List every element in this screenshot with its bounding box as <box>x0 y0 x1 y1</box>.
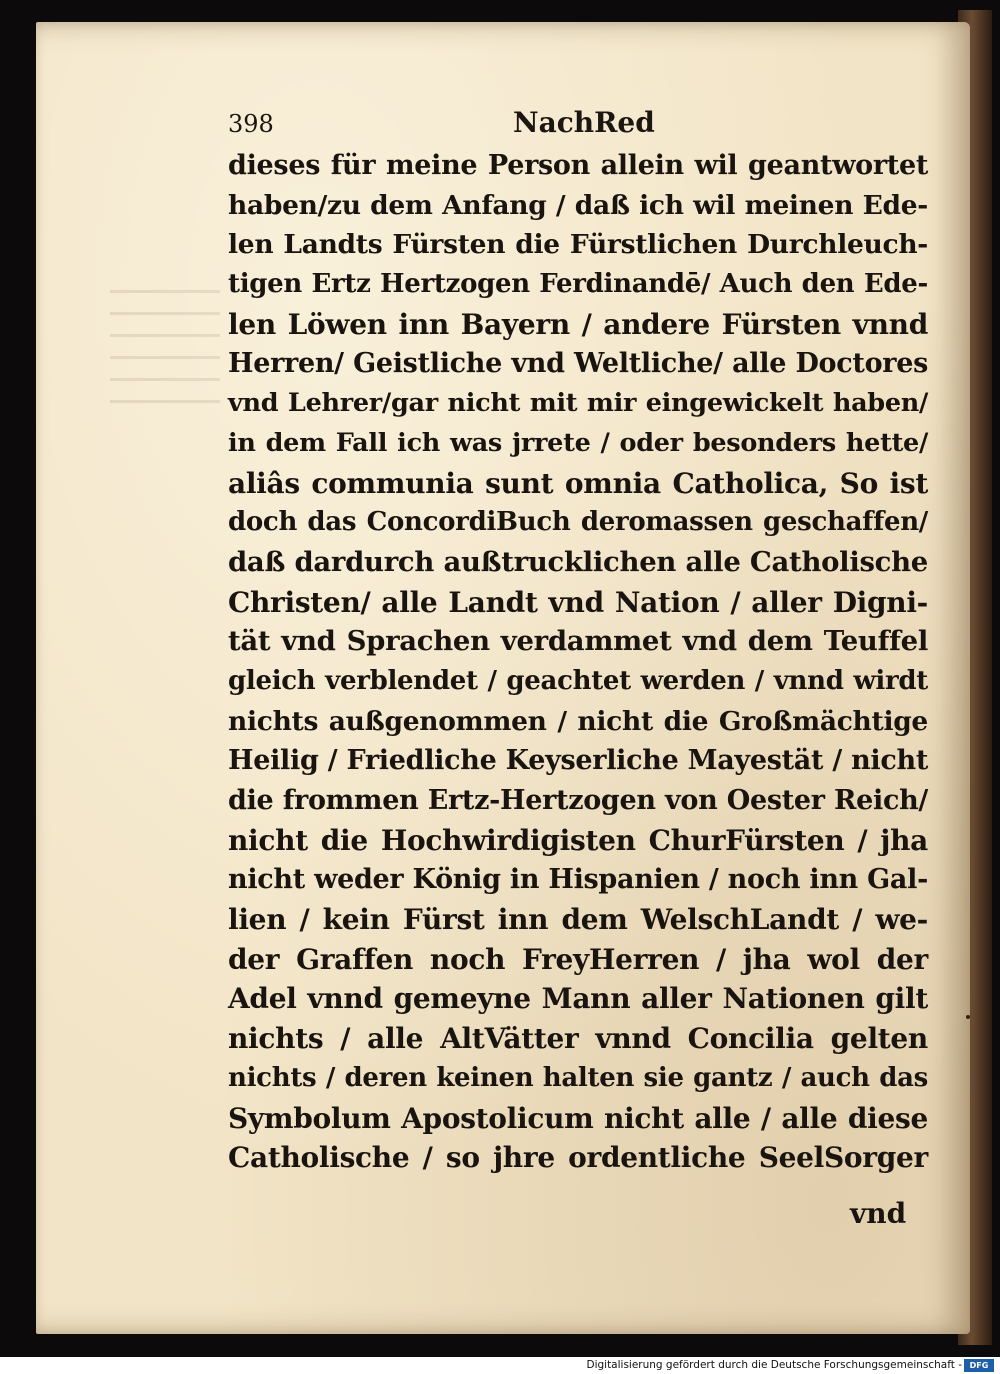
text-line: aliâs communia sunt omnia Catholica, So ist <box>228 466 928 500</box>
text-line: nichts / alle AltVätter vnnd Concilia gelten <box>228 1022 928 1056</box>
text-line: der Graffen noch FreyHerren / jha wol der <box>228 942 928 976</box>
text-line: nichts außgenommen / nicht die Großmächtige <box>228 705 928 737</box>
text-line: haben/zu dem Anfang / daß ich wil meinen Ede- <box>228 189 928 221</box>
text-line: Heilig / Friedliche Keyserliche Mayestät / nicht <box>228 745 928 777</box>
text-line: Symbolum Apostolicum nicht alle / alle diese <box>228 1101 928 1135</box>
ink-spot <box>966 1015 970 1019</box>
text-line: nichts / deren keinen halten sie gantz / auch das <box>228 1062 928 1093</box>
funding-credit: Digitalisierung gefördert durch die Deutsche Forschungsgemeinschaft - <box>586 1359 962 1371</box>
text-line: lien / kein Fürst inn dem WelschLandt / we- <box>228 903 928 937</box>
text-line: daß dardurch außtrucklichen alle Catholische <box>228 545 928 578</box>
text-line: dieses für meine Person allein wil geantwortet <box>228 150 928 181</box>
text-line: tigen Ertz Hertzogen Ferdinandē/ Auch den Ede- <box>228 269 928 300</box>
text-line: Christen/ alle Landt vnd Nation / aller Digni- <box>228 585 928 619</box>
text-block <box>228 146 928 1178</box>
text-line: doch das ConcordiBuch deromassen geschaffen/ <box>228 507 928 538</box>
dfg-logo: DFG <box>964 1359 994 1372</box>
text-line: vnd Lehrer/gar nicht mit mir eingewickelt haben/ <box>228 388 928 419</box>
text-line: len Landts Fürsten die Fürstlichen Durchleuch- <box>228 229 928 261</box>
catchword: vnd <box>850 1197 907 1230</box>
text-line: Adel vnnd gemeyne Mann aller Nationen gilt <box>228 982 928 1016</box>
text-line: nicht die Hochwirdigisten ChurFürsten / jha <box>228 823 928 857</box>
text-line: Catholische / so jhre ordentliche SeelSorger <box>228 1141 928 1175</box>
bleed-through <box>110 290 220 410</box>
running-head: NachRed <box>513 106 655 139</box>
page-header <box>228 106 918 140</box>
text-line: Herren/ Geistliche vnd Weltliche/ alle Doctores <box>228 348 928 380</box>
text-line: len Löwen inn Bayern / andere Fürsten vnnd <box>228 307 928 341</box>
text-line: gleich verblendet / geachtet werden / vnnd wirdt <box>228 665 928 696</box>
page-number: 398 <box>228 110 274 138</box>
text-line: die frommen Ertz-Hertzogen von Oester Reich/ <box>228 785 928 816</box>
footer-bar <box>0 1357 1000 1374</box>
text-line: in dem Fall ich was jrrete / oder besonders hette/ <box>228 427 928 458</box>
text-line: nicht weder König in Hispanien / noch inn Gal- <box>228 864 928 896</box>
text-line: tät vnd Sprachen verdammet vnd dem Teuffel <box>228 625 928 658</box>
